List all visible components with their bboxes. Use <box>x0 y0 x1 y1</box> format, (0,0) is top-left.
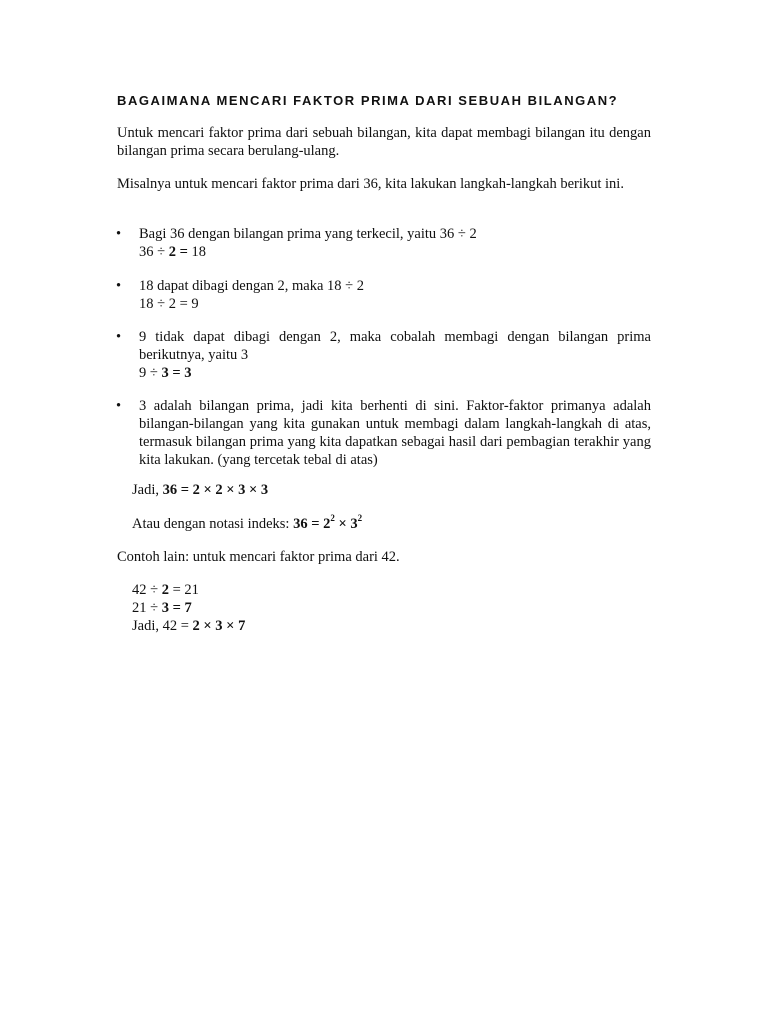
step-3-text: 9 tidak dapat dibagi dengan 2, maka cobalah membagi dengan bilangan prima berikutnya, yaitu 3 <box>139 329 651 363</box>
step-4-text: 3 adalah bilangan prima, jadi kita berhenti di sini. Faktor-faktor primanya adalah bilangan-bilangan yang kita gunakan untuk membagi dalam langkah-langkah di atas, termasuk bilangan prima yang kita dapatkan sebagai hasil dari pembagian terakhir yang kita lakukan. (yang tercetak tebal di atas) <box>139 398 651 468</box>
other-step-3 <box>132 617 245 635</box>
bullet-marker: • <box>116 329 122 345</box>
step-4 <box>139 397 651 469</box>
other-step-1 <box>132 581 199 599</box>
conclusion-prefix: Jadi, <box>132 482 163 498</box>
example-intro-paragraph: Misalnya untuk mencari faktor prima dari 36, kita lakukan langkah-langkah berikut ini. <box>117 176 624 192</box>
equation-part: 18 <box>191 244 206 260</box>
equation-bold-part: 2 <box>168 244 176 260</box>
page-title: BAGAIMANA MENCARI FAKTOR PRIMA DARI SEBUAH BILANGAN? <box>117 93 619 108</box>
index-base-part: × 3 <box>334 516 358 532</box>
bullet-marker: • <box>116 398 122 414</box>
equation-part: 21 ÷ <box>132 600 162 616</box>
intro-paragraph: Untuk mencari faktor prima dari sebuah bilangan, kita dapat membagi bilangan itu dengan bilangan prima secara berulang-ulang. <box>117 125 651 159</box>
conclusion-line <box>132 481 268 499</box>
bullet-marker: • <box>116 226 122 242</box>
index-exponent: 2 <box>357 513 363 524</box>
other-example-heading: Contoh lain: untuk mencari faktor prima dari 42. <box>117 549 400 565</box>
index-notation-prefix: Atau dengan notasi indeks: <box>132 516 294 532</box>
step-3 <box>139 328 651 382</box>
equation-part: = 21 <box>168 582 199 598</box>
equation-bold-part: 3 = 3 <box>161 365 192 381</box>
other-step-2 <box>132 599 192 617</box>
step-2 <box>139 277 651 313</box>
conclusion-equation: 36 = 2 × 2 × 3 × 3 <box>162 482 269 498</box>
equation-part: 36 ÷ <box>139 244 169 260</box>
index-base-part: 36 = 2 <box>293 516 331 532</box>
equation-part: Jadi, 42 = <box>132 618 193 634</box>
step-2-equation: 18 ÷ 2 = 9 <box>139 296 199 312</box>
equation-part: 9 ÷ <box>139 365 162 381</box>
index-notation-line <box>132 515 362 533</box>
step-1-text: Bagi 36 dengan bilangan prima yang terkecil, yaitu 36 ÷ 2 <box>139 226 477 242</box>
equation-part: 42 ÷ <box>132 582 162 598</box>
step-1 <box>139 225 651 261</box>
equation-bold-part: 3 = 7 <box>161 600 192 616</box>
equation-bold-part: 2 × 3 × 7 <box>192 618 246 634</box>
step-2-text: 18 dapat dibagi dengan 2, maka 18 ÷ 2 <box>139 278 364 294</box>
equation-bold-part: = <box>175 244 192 260</box>
bullet-marker: • <box>116 278 122 294</box>
step-3-equation <box>139 364 651 382</box>
step-1-equation <box>139 243 651 261</box>
equation-bold-part: 2 <box>161 582 169 598</box>
index-exponent: 2 <box>330 513 335 524</box>
